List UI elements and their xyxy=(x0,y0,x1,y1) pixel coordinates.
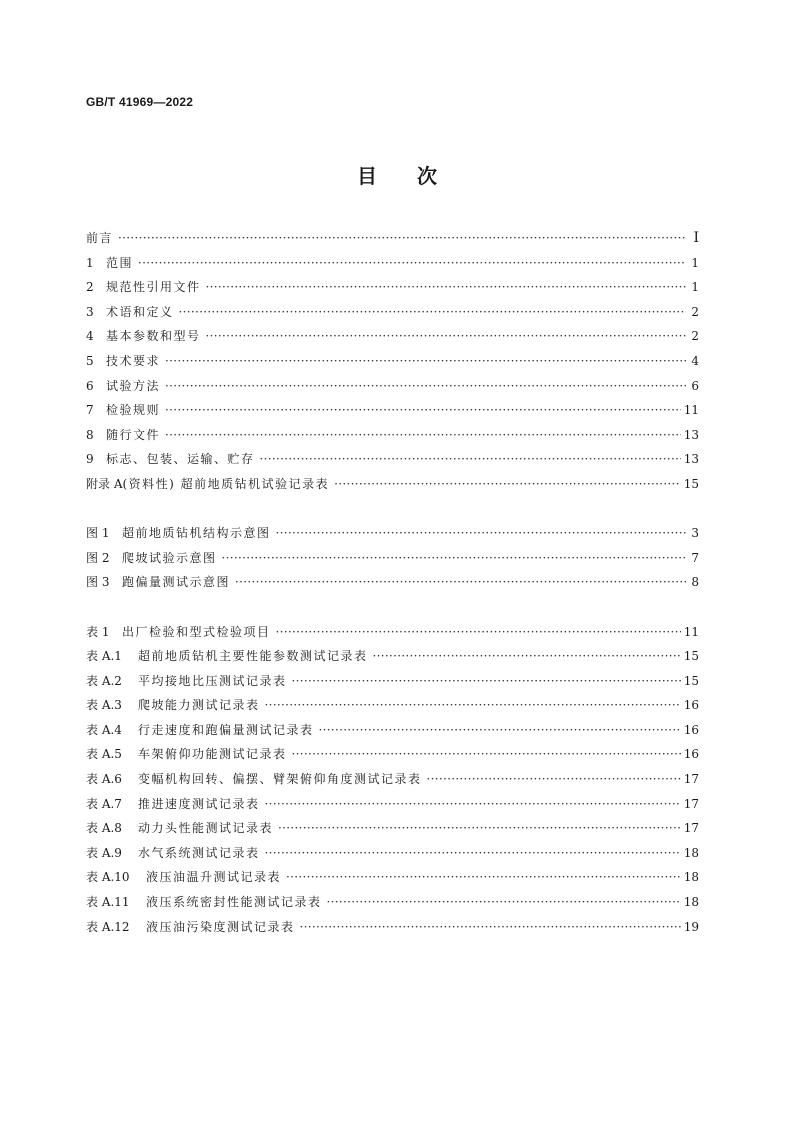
toc-entry-text: (资料性) 超前地质钻机试验记录表 xyxy=(122,476,330,491)
toc-entry-page: 18 xyxy=(683,845,699,860)
toc-entry-page: 2 xyxy=(691,329,699,344)
toc-entry-table-a1[interactable] xyxy=(86,644,699,669)
toc-entry-table-a7[interactable] xyxy=(86,792,699,817)
toc-entry-table-a4[interactable] xyxy=(86,718,699,743)
toc-entry-text: 超前地质钻机结构示意图 xyxy=(122,526,271,541)
toc-entry-table-a6[interactable] xyxy=(86,767,699,792)
toc-entry-number: 3 xyxy=(86,304,94,319)
toc-entry-number: 9 xyxy=(86,452,94,467)
dot-leader xyxy=(373,644,681,669)
toc-entry-text: 车架俯仰功能测试记录表 xyxy=(138,747,287,762)
toc-entry-page: 7 xyxy=(691,550,699,565)
dot-leader xyxy=(292,669,681,694)
dot-leader xyxy=(206,275,686,300)
toc-entry-section-3[interactable] xyxy=(86,300,699,325)
toc-entry-figure-3[interactable] xyxy=(86,570,699,595)
toc-entry-page: 1 xyxy=(691,280,699,295)
toc-entry-table-a9[interactable] xyxy=(86,841,699,866)
toc-entry-number: 5 xyxy=(86,353,94,368)
toc-entry-page: 18 xyxy=(683,870,699,885)
toc-entry-number: 6 xyxy=(86,378,94,393)
toc-entry-page: 2 xyxy=(691,304,699,319)
toc-entry-page: 18 xyxy=(683,895,699,910)
toc-entry-number: 表 A.8 xyxy=(86,821,122,836)
dot-leader xyxy=(319,718,681,743)
toc-entry-page: 1 xyxy=(691,255,699,270)
toc-entry-text: 范围 xyxy=(106,255,134,270)
toc-entry-section-6[interactable] xyxy=(86,374,699,399)
toc-entry-table-a10[interactable] xyxy=(86,865,699,890)
toc-entry-text: 液压系统密封性能测试记录表 xyxy=(146,895,322,910)
dot-leader xyxy=(206,324,686,349)
toc-entry-number: 8 xyxy=(86,427,94,442)
dot-leader xyxy=(278,816,681,841)
dot-leader xyxy=(276,521,686,546)
toc-entry-page: 17 xyxy=(683,821,699,836)
toc-main-group xyxy=(86,226,699,497)
toc-entry-page: 8 xyxy=(691,575,699,590)
dot-leader xyxy=(165,398,681,423)
toc-entry-text: 液压油温升测试记录表 xyxy=(146,870,282,885)
toc-entry-page: 6 xyxy=(691,378,699,393)
toc-entry-text: 动力头性能测试记录表 xyxy=(138,821,274,836)
toc-entry-number: 表 1 xyxy=(86,624,110,639)
dot-leader xyxy=(235,570,686,595)
toc-entry-figure-2[interactable] xyxy=(86,546,699,571)
dot-leader xyxy=(138,251,686,276)
toc-entry-text: 技术要求 xyxy=(106,353,161,368)
dot-leader xyxy=(265,841,681,866)
toc-entry-text: 推进速度测试记录表 xyxy=(138,796,260,811)
toc-entry-number: 图 2 xyxy=(86,550,110,565)
toc-entry-number: 1 xyxy=(86,255,94,270)
toc-entry-number: 7 xyxy=(86,403,94,418)
toc-entry-section-1[interactable] xyxy=(86,251,699,276)
toc-entry-page: 16 xyxy=(683,747,699,762)
toc-entry-table-a8[interactable] xyxy=(86,816,699,841)
toc-entry-page: Ⅰ xyxy=(693,231,699,246)
toc-entry-page: 16 xyxy=(683,722,699,737)
dot-leader xyxy=(327,890,681,915)
toc-entry-number: 表 A.2 xyxy=(86,673,122,688)
dot-leader xyxy=(334,472,681,497)
toc-entry-number: 表 A.7 xyxy=(86,796,122,811)
toc-entry-table-a3[interactable] xyxy=(86,693,699,718)
toc-entry-page: 13 xyxy=(683,452,699,467)
dot-leader xyxy=(179,300,686,325)
toc-entry-text: 试验方法 xyxy=(106,378,161,393)
toc-entry-number: 表 A.3 xyxy=(86,698,122,713)
standard-code: GB/T 41969—2022 xyxy=(86,95,194,109)
toc-entry-page: 3 xyxy=(691,526,699,541)
toc-entry-section-2[interactable] xyxy=(86,275,699,300)
dot-leader xyxy=(165,374,686,399)
toc-entry-number: 图 1 xyxy=(86,526,110,541)
toc-entry-number: 表 A.10 xyxy=(86,870,130,885)
toc-entry-foreword[interactable] xyxy=(86,226,699,251)
dot-leader xyxy=(427,767,681,792)
toc-entry-page: 11 xyxy=(683,624,699,639)
toc-entry-text: 液压油污染度测试记录表 xyxy=(146,919,295,934)
toc-entry-text: 平均接地比压测试记录表 xyxy=(138,673,287,688)
toc-entry-text: 爬坡试验示意图 xyxy=(122,550,217,565)
toc-entry-text: 规范性引用文件 xyxy=(106,280,201,295)
toc-entry-text: 检验规则 xyxy=(106,403,161,418)
toc-entry-number: 表 A.9 xyxy=(86,845,122,860)
toc-entry-section-5[interactable] xyxy=(86,349,699,374)
toc-entry-number: 表 A.5 xyxy=(86,747,122,762)
dot-leader xyxy=(165,423,681,448)
toc-entry-table-a11[interactable] xyxy=(86,890,699,915)
dot-leader xyxy=(276,620,681,645)
toc-entry-text: 术语和定义 xyxy=(106,304,174,319)
toc-entry-table-a12[interactable] xyxy=(86,915,699,940)
toc-entry-page: 11 xyxy=(683,403,699,418)
toc-entry-page: 17 xyxy=(683,772,699,787)
dot-leader xyxy=(118,226,686,251)
toc-entry-number: 表 A.6 xyxy=(86,772,122,787)
page-title: 目次 xyxy=(357,164,477,188)
toc-entry-number: 表 A.12 xyxy=(86,919,130,934)
toc-entry-text: 出厂检验和型式检验项目 xyxy=(122,624,271,639)
toc-entry-number: 4 xyxy=(86,329,94,344)
toc-entry-number: 表 A.1 xyxy=(86,649,122,664)
dot-leader xyxy=(165,349,686,374)
toc-entry-section-9[interactable] xyxy=(86,447,699,472)
toc-entry-section-8[interactable] xyxy=(86,423,699,448)
toc-entry-section-4[interactable] xyxy=(86,324,699,349)
dot-leader xyxy=(222,546,686,571)
dot-leader xyxy=(265,693,681,718)
toc-entry-section-7[interactable] xyxy=(86,398,699,423)
toc-entry-number: 2 xyxy=(86,280,94,295)
toc-entry-figure-1[interactable] xyxy=(86,521,699,546)
toc-entry-table-a2[interactable] xyxy=(86,669,699,694)
toc-entry-number: 表 A.4 xyxy=(86,722,122,737)
toc-entry-page: 15 xyxy=(683,649,699,664)
toc-entry-page: 4 xyxy=(691,353,699,368)
toc-figures-group xyxy=(86,521,699,595)
toc-entry-table-a5[interactable] xyxy=(86,742,699,767)
dot-leader xyxy=(265,792,681,817)
dot-leader xyxy=(292,742,681,767)
toc-tables-group xyxy=(86,620,699,940)
toc-entry-page: 16 xyxy=(683,698,699,713)
toc-entry-text: 变幅机构回转、偏摆、臂架俯仰角度测试记录表 xyxy=(138,772,422,787)
toc-entry-number: 附录 A xyxy=(86,476,123,491)
toc-entry-text: 超前地质钻机主要性能参数测试记录表 xyxy=(138,649,368,664)
toc-entry-text: 前言 xyxy=(86,231,114,245)
toc-entry-text: 水气系统测试记录表 xyxy=(138,845,260,860)
toc-entry-annex-a[interactable] xyxy=(86,472,699,497)
toc-entry-text: 行走速度和跑偏量测试记录表 xyxy=(138,722,314,737)
toc-entry-text: 跑偏量测试示意图 xyxy=(122,575,231,590)
toc-entry-text: 爬坡能力测试记录表 xyxy=(138,698,260,713)
toc-entry-text: 标志、包装、运输、贮存 xyxy=(106,452,255,467)
toc-entry-page: 17 xyxy=(683,796,699,811)
toc-entry-page: 15 xyxy=(683,476,699,491)
table-of-contents xyxy=(86,226,699,939)
toc-entry-text: 基本参数和型号 xyxy=(106,329,201,344)
dot-leader xyxy=(300,915,681,940)
toc-entry-text: 随行文件 xyxy=(106,427,161,442)
toc-entry-number: 表 A.11 xyxy=(86,895,130,910)
dot-leader xyxy=(286,865,681,890)
toc-entry-page: 13 xyxy=(683,427,699,442)
toc-entry-page: 19 xyxy=(683,919,699,934)
toc-entry-table-1[interactable] xyxy=(86,620,699,645)
toc-entry-number: 图 3 xyxy=(86,575,110,590)
toc-entry-page: 15 xyxy=(683,673,699,688)
dot-leader xyxy=(260,447,681,472)
